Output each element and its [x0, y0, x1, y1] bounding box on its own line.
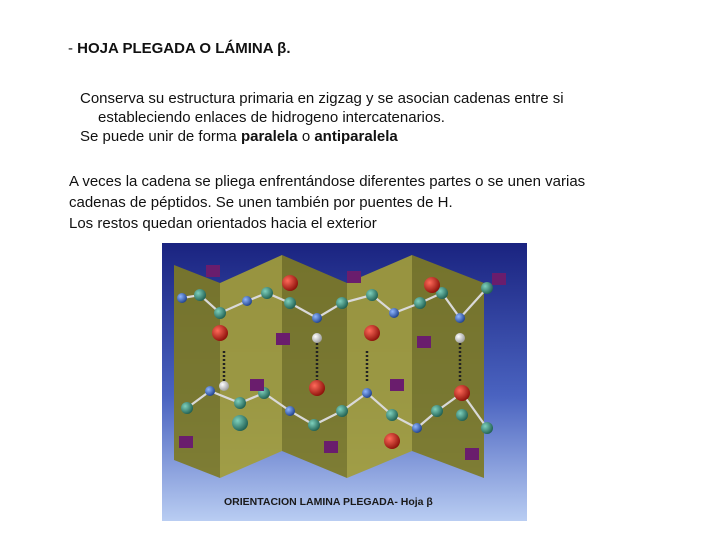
sheet-panel	[220, 255, 282, 478]
alpha-carbon-atom	[336, 405, 348, 417]
oxygen-atom	[282, 275, 298, 291]
hydrogen-atom	[219, 381, 229, 391]
alpha-carbon-atom	[194, 289, 206, 301]
r-group-box	[492, 273, 506, 285]
r-group-box	[276, 333, 290, 345]
r-group-box	[347, 271, 361, 283]
p2-line3: Los restos quedan orientados hacia el exterior	[69, 215, 377, 232]
alpha-carbon-atom	[481, 282, 493, 294]
carbon-atom	[214, 307, 226, 319]
paragraph-structure	[80, 89, 640, 146]
p2-line1: A veces la cadena se pliega enfrentándose diferentes partes o se unen varias	[69, 173, 586, 190]
alpha-carbon-atom	[414, 297, 426, 309]
alpha-carbon-atom	[261, 287, 273, 299]
r-group-box	[417, 336, 431, 348]
nitrogen-atom	[455, 313, 465, 323]
sheet-panel	[347, 255, 412, 478]
title-text: HOJA PLEGADA O LÁMINA β.	[77, 40, 291, 57]
nitrogen-atom	[205, 386, 215, 396]
p1-paralela: paralela	[240, 128, 298, 145]
p1-line1: Conserva su estructura primaria en zigzag y se asocian cadenas entre si	[80, 90, 564, 107]
nitrogen-atom	[389, 308, 399, 318]
alpha-carbon-atom	[181, 402, 193, 414]
oxygen-atom	[309, 380, 325, 396]
alpha-carbon-atom	[481, 422, 493, 434]
carbon-atom	[232, 415, 248, 431]
nitrogen-atom	[362, 388, 372, 398]
carbon-atom	[456, 409, 468, 421]
carbon-atom	[284, 297, 296, 309]
paragraph-folding	[69, 171, 659, 234]
carbon-atom	[366, 289, 378, 301]
beta-sheet-figure	[162, 243, 527, 521]
slide-title	[68, 40, 291, 57]
sheet-panel	[412, 255, 484, 478]
r-group-box	[324, 441, 338, 453]
carbon-atom	[386, 409, 398, 421]
oxygen-atom	[454, 385, 470, 401]
hydrogen-atom	[455, 333, 465, 343]
oxygen-atom	[364, 325, 380, 341]
p1-connector: o	[297, 128, 315, 145]
carbon-atom	[234, 397, 246, 409]
r-group-box	[179, 436, 193, 448]
nitrogen-atom	[412, 423, 422, 433]
oxygen-atom	[424, 277, 440, 293]
figure-caption: ORIENTACION LAMINA PLEGADA- Hoja β	[224, 496, 433, 508]
r-group-box	[206, 265, 220, 277]
r-group-box	[465, 448, 479, 460]
beta-sheet-illustration	[162, 243, 527, 521]
oxygen-atom	[212, 325, 228, 341]
nitrogen-atom	[242, 296, 252, 306]
alpha-carbon-atom	[431, 405, 443, 417]
p1-line2: estableciendo enlaces de hidrogeno intercatenarios.	[98, 109, 445, 126]
nitrogen-atom	[177, 293, 187, 303]
p1-antiparalela: antiparalela	[314, 128, 398, 145]
title-prefix: -	[68, 40, 78, 57]
alpha-carbon-atom	[336, 297, 348, 309]
p2-line2: cadenas de péptidos. Se unen también por puentes de H.	[69, 194, 453, 211]
nitrogen-atom	[312, 313, 322, 323]
r-group-box	[390, 379, 404, 391]
nitrogen-atom	[285, 406, 295, 416]
carbon-atom	[308, 419, 320, 431]
p1-line3-prefix: Se puede unir de forma	[80, 128, 241, 145]
hydrogen-atom	[312, 333, 322, 343]
r-group-box	[250, 379, 264, 391]
oxygen-atom	[384, 433, 400, 449]
